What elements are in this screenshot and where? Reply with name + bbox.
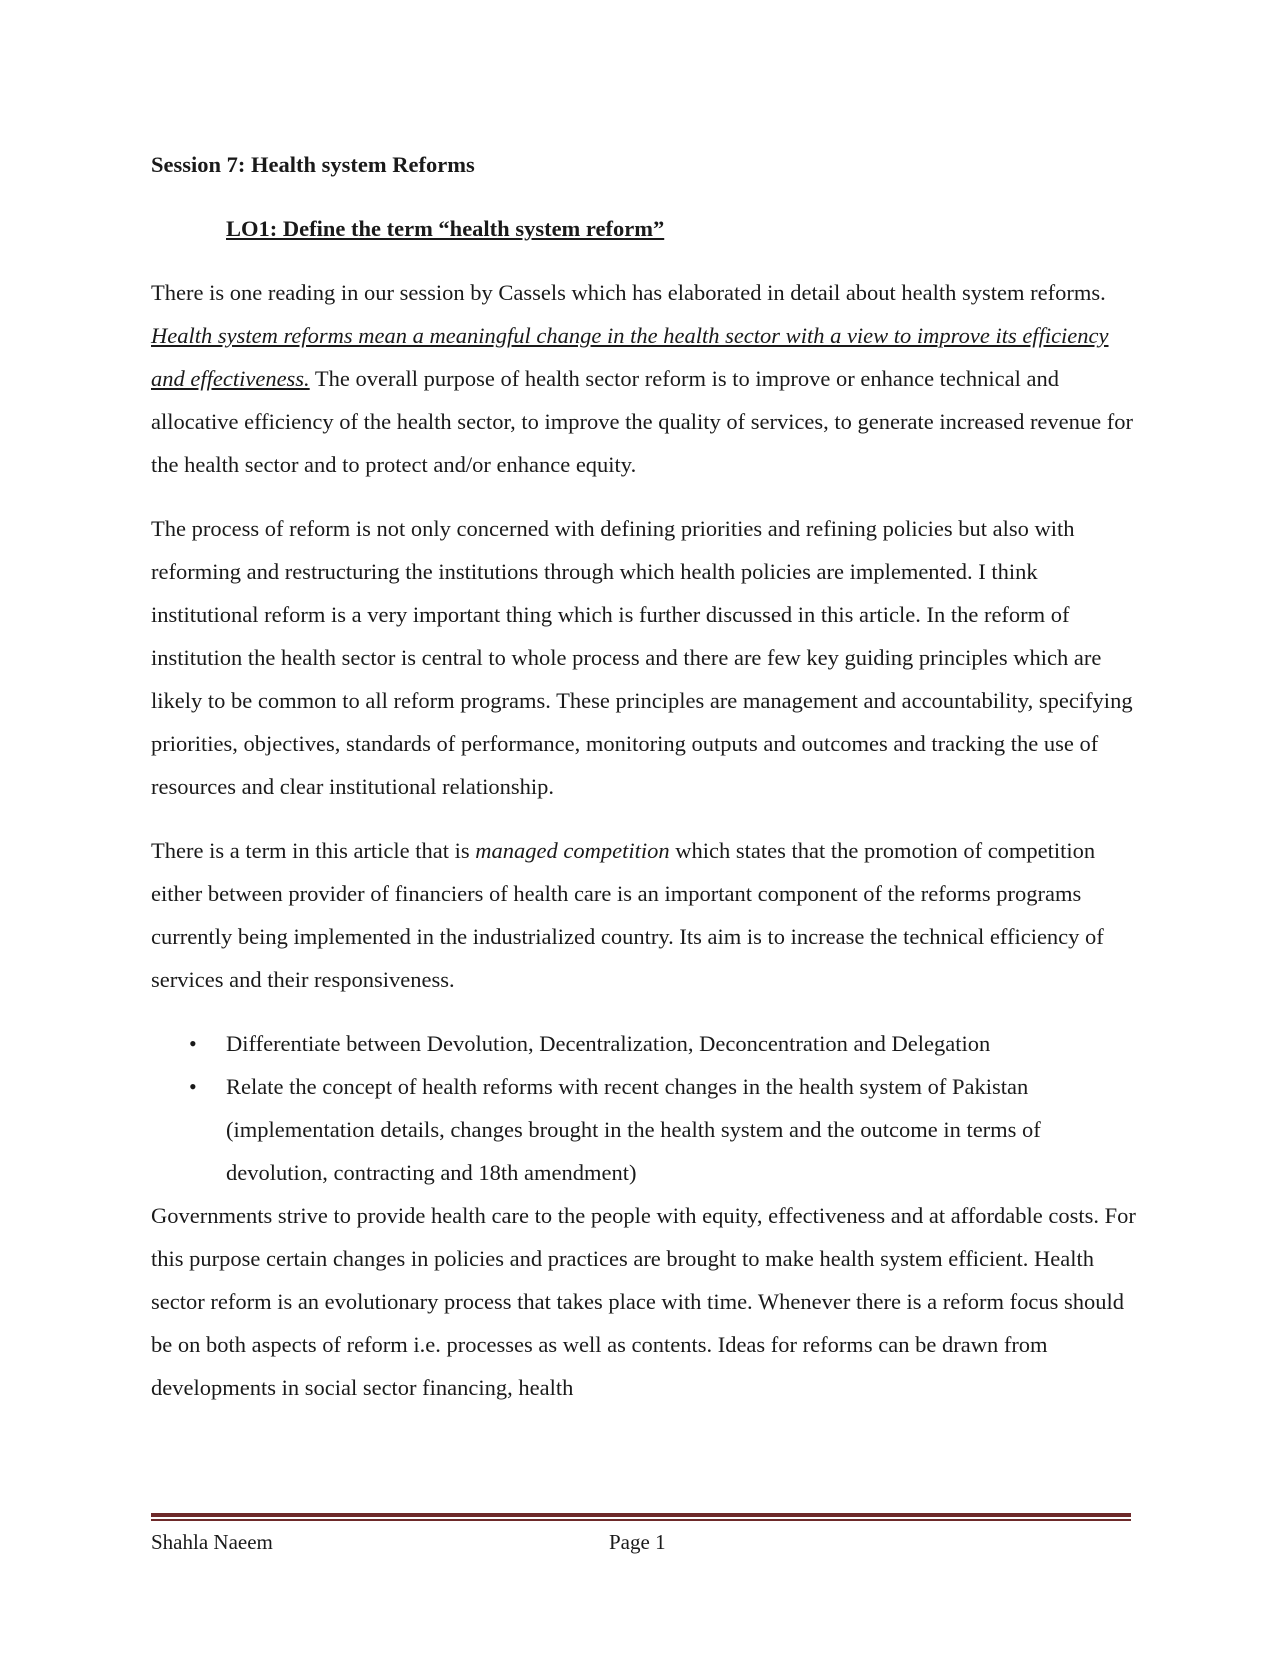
paragraph-text: The overall purpose of health sector reform is to improve or enhance technical and allocative efficiency of the health sector, to improve the quality of services, to generate increased revenue for the health sector and to protect and/or enhance equity. — [151, 366, 1134, 477]
footer-divider-thick — [151, 1513, 1131, 1517]
session-title: Session 7: Health system Reforms — [151, 152, 475, 177]
page-body — [151, 143, 1136, 1430]
list-item — [151, 1022, 1136, 1065]
paragraph-reform-definition — [151, 271, 1136, 486]
paragraph-managed-competition — [151, 829, 1136, 1001]
term-managed-competition: managed competition — [475, 838, 670, 863]
lo1-heading: LO1: Define the term “health system reform” — [226, 216, 665, 241]
list-item-text: Relate the concept of health reforms with recent changes in the health system of Pakistan (implementation details, changes brought in the health system and the outcome in terms of devolution, contracting and 18th amendment) — [226, 1074, 1041, 1185]
list-item-text: Differentiate between Devolution, Decentralization, Deconcentration and Delegation — [226, 1031, 991, 1056]
footer-divider-thin — [151, 1519, 1131, 1521]
definition-text: Health system reforms mean a meaningful change in the health sector with a view to improve its efficiency and effectiveness. — [151, 323, 1109, 391]
bullet-icon: • — [189, 1031, 197, 1056]
paragraph-text: which states that the promotion of competition either between provider of financiers of health care is an important component of the reforms programs currently being implemented in the industrialized country. Its aim is to increase the technical efficiency of services and their responsiveness. — [151, 838, 1104, 992]
paragraph-text: There is a term in this article that is — [151, 838, 476, 863]
page-footer — [151, 1527, 1131, 1557]
footer-author: Shahla Naeem — [151, 1530, 273, 1554]
paragraph-governments: Governments strive to provide health care to the people with equity, effectiveness and at affordable costs. For this purpose certain changes in policies and practices are brought to make health system efficient. Health sector reform is an evolutionary process that takes place with time. Whenever there is a reform focus should be on both aspects of reform i.e. processes as well as contents. Ideas for reforms can be drawn from developments in social sector financing, health — [151, 1203, 1136, 1400]
objectives-list — [151, 1022, 1136, 1194]
list-item — [151, 1065, 1136, 1194]
paragraph-text: There is one reading in our session by Cassels which has elaborated in detail about health system reforms. — [151, 280, 1106, 305]
footer-page-number: Page 1 — [609, 1530, 666, 1554]
footer-divider — [151, 1513, 1131, 1522]
bullet-icon: • — [189, 1074, 197, 1099]
paragraph-reform-process: The process of reform is not only concerned with defining priorities and refining policies but also with reforming and restructuring the institutions through which health policies are implemented. I think institutional reform is a very important thing which is further discussed in this article. In the reform of institution the health sector is central to whole process and there are few key guiding principles which are likely to be common to all reform programs. These principles are management and accountability, specifying priorities, objectives, standards of performance, monitoring outputs and outcomes and tracking the use of resources and clear institutional relationship. — [151, 516, 1133, 799]
